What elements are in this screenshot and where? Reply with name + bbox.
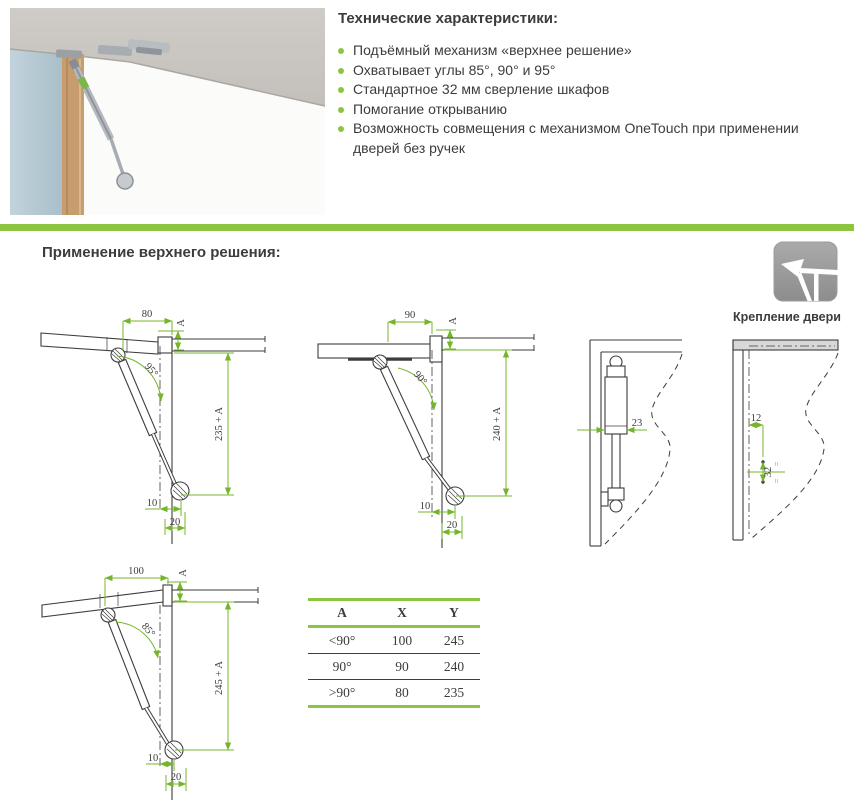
green-divider bbox=[0, 224, 854, 231]
offset2-label: 20 bbox=[170, 772, 182, 783]
cell-a: <90° bbox=[308, 627, 376, 654]
table-header-y: Y bbox=[428, 600, 480, 627]
dim-x-label: 90 bbox=[404, 310, 416, 321]
door-leaf-line bbox=[814, 273, 819, 301]
product-photo bbox=[10, 8, 325, 215]
cell-y: 235 bbox=[428, 680, 480, 707]
door-mount-label: Крепление двери bbox=[733, 310, 841, 324]
equal-mark: = bbox=[772, 461, 782, 467]
offset1-label: 10 bbox=[146, 498, 158, 509]
cell-a: 90° bbox=[308, 654, 376, 680]
table-header-x: X bbox=[376, 600, 428, 627]
door-panel bbox=[41, 333, 158, 354]
diagram-85deg bbox=[20, 558, 285, 802]
door-mount-icon bbox=[773, 241, 838, 302]
cell-x: 90 bbox=[376, 654, 428, 680]
table-header-row bbox=[308, 600, 480, 627]
cell-y: 245 bbox=[428, 627, 480, 654]
photo-strut-green-band bbox=[81, 78, 86, 88]
equal-mark: = bbox=[772, 478, 782, 484]
drill-pattern bbox=[747, 413, 785, 484]
diagram-90deg bbox=[310, 306, 542, 552]
table-row bbox=[308, 654, 480, 680]
height-label: 235 + A bbox=[214, 407, 225, 441]
table-row bbox=[308, 627, 480, 654]
spec-text: Стандартное 32 мм сверление шкафов bbox=[353, 81, 610, 97]
height-label: 245 + A bbox=[214, 661, 225, 695]
cell-y: 240 bbox=[428, 654, 480, 680]
bullet-icon bbox=[338, 126, 344, 132]
cutaway-line bbox=[752, 353, 838, 538]
dim-x-label: 100 bbox=[128, 566, 144, 577]
dimension-table bbox=[308, 598, 480, 708]
cabinet-structure bbox=[160, 585, 258, 800]
diagram-95deg bbox=[25, 306, 270, 548]
spec-item bbox=[338, 61, 843, 81]
dim-x-label: 80 bbox=[141, 309, 153, 320]
photo-strut-ball-socket bbox=[117, 173, 133, 189]
cabinet-structure bbox=[158, 336, 265, 544]
hole-pitch-label: 32 bbox=[763, 466, 774, 478]
offset1-label: 10 bbox=[147, 753, 159, 764]
angle-label: 85° bbox=[138, 621, 157, 640]
spec-text: Охватывает углы 85°, 90° и 95° bbox=[353, 61, 556, 78]
section-heading: Применение верхнего решения: bbox=[42, 244, 281, 261]
gas-strut-side bbox=[601, 356, 627, 512]
spec-item bbox=[338, 41, 843, 61]
specs-list bbox=[338, 41, 843, 158]
bullet-icon bbox=[338, 68, 344, 74]
cell-x: 100 bbox=[376, 627, 428, 654]
offset2-label: 20 bbox=[446, 520, 458, 531]
edge-offset-label: 12 bbox=[750, 413, 762, 424]
angle-label: 90° bbox=[410, 369, 429, 388]
offset1-label: 10 bbox=[419, 501, 431, 512]
specs-section bbox=[338, 10, 843, 158]
angle-label: 95° bbox=[141, 361, 160, 380]
table-row bbox=[308, 680, 480, 707]
cell-x: 80 bbox=[376, 680, 428, 707]
spec-item bbox=[338, 119, 843, 158]
table-header-a: A bbox=[308, 600, 376, 627]
specs-title: Технические характеристики: bbox=[338, 10, 559, 27]
photo-wall-background bbox=[10, 44, 62, 215]
gap-a-label: A bbox=[448, 317, 459, 325]
diagram-side-view bbox=[575, 322, 690, 550]
offset2-label: 20 bbox=[169, 517, 181, 528]
gap-a-label: A bbox=[176, 319, 187, 327]
bullet-icon bbox=[338, 87, 344, 93]
bullet-icon bbox=[338, 107, 344, 113]
height-label: 240 + A bbox=[492, 407, 503, 441]
strut-width-label: 23 bbox=[631, 418, 643, 429]
door-structure bbox=[733, 340, 838, 540]
diagram-door-drilling bbox=[725, 335, 850, 547]
cabinet-structure bbox=[430, 334, 534, 548]
cabinet-structure bbox=[590, 340, 682, 546]
spec-text: Возможность совмещения с механизмом OneTouch при применении дверей без ручек bbox=[353, 120, 799, 156]
cell-a: >90° bbox=[308, 680, 376, 707]
spec-text: Подъёмный механизм «верхнее решение» bbox=[353, 42, 632, 58]
door-panel bbox=[318, 344, 430, 360]
spec-text: Помогание открыванию bbox=[353, 100, 508, 117]
spec-item bbox=[338, 100, 843, 120]
gap-a-label: A bbox=[178, 569, 189, 577]
spec-item bbox=[338, 80, 843, 100]
bullet-icon bbox=[338, 48, 344, 54]
